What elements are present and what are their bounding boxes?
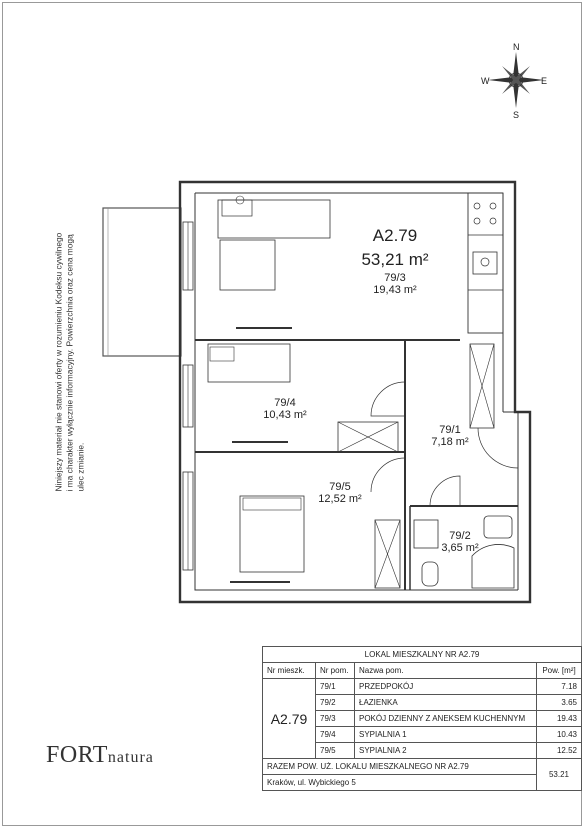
fortnatura-logo: FORTnatura (46, 742, 154, 768)
room-number: 79/4 (274, 397, 296, 409)
room-label-79-2 (420, 530, 500, 554)
apartment-area: 53,21 m² (361, 250, 429, 269)
unit-id-cell: A2.79 (263, 679, 316, 759)
column-header-name: Nazwa pom. (355, 663, 537, 679)
room-area: 19,43 m² (373, 284, 417, 296)
room-label-79-5 (300, 481, 380, 505)
room-label-79-4 (245, 397, 325, 421)
compass-rose (488, 52, 544, 108)
column-header-unit: Nr mieszk. (263, 663, 316, 679)
room-label-79-1 (410, 424, 490, 448)
room-number: 79/1 (439, 424, 461, 436)
room-area: 3,65 m² (441, 542, 479, 554)
disclaimer-text: Niniejszy materiał nie stanowi oferty w rozumieniu Kodeksu cywilnego i ma charakter wyłącznie informacyjny. Powierzchnia oraz cena mogą ulec zmianie. (53, 232, 86, 492)
total-label: RAZEM POW. UŻ. LOKALU MIESZKALNEGO NR A2.79 (263, 759, 537, 775)
table-row: 79/3 POKÓJ DZIENNY Z ANEKSEM KUCHENNYM 19.43 (263, 711, 582, 727)
room-area: 7,18 m² (431, 436, 469, 448)
compass-west: W (481, 76, 490, 86)
compass-south: S (513, 110, 520, 120)
total-value: 53.21 (537, 759, 582, 791)
table-row: 79/4 SYPIALNIA 1 10.43 (263, 727, 582, 743)
table-title: LOKAL MIESZKALNY NR A2.79 (263, 647, 582, 663)
column-header-room: Nr pom. (316, 663, 355, 679)
bed (240, 496, 304, 572)
balcony (103, 208, 181, 356)
column-header-area: Pow. [m²] (537, 663, 582, 679)
table-row: 79/5 SYPIALNIA 2 12.52 (263, 743, 582, 759)
apartment-info-table (262, 646, 582, 791)
address: Kraków, ul. Wybickiego 5 (263, 775, 537, 791)
table-row: A2.79 79/1 PRZEDPOKÓJ 7.18 (263, 679, 582, 695)
bed (208, 344, 290, 382)
table-row: 79/2 ŁAZIENKA 3.65 (263, 695, 582, 711)
room-area: 12,52 m² (318, 493, 362, 505)
apartment-label (345, 226, 445, 296)
compass-north: N (513, 42, 520, 52)
room-number: 79/2 (449, 530, 471, 542)
compass-east: E (541, 76, 548, 86)
room-number: 79/3 (384, 272, 406, 284)
room-number: 79/5 (329, 481, 351, 493)
apartment-id: A2.79 (372, 226, 418, 245)
room-area: 10,43 m² (263, 409, 307, 421)
